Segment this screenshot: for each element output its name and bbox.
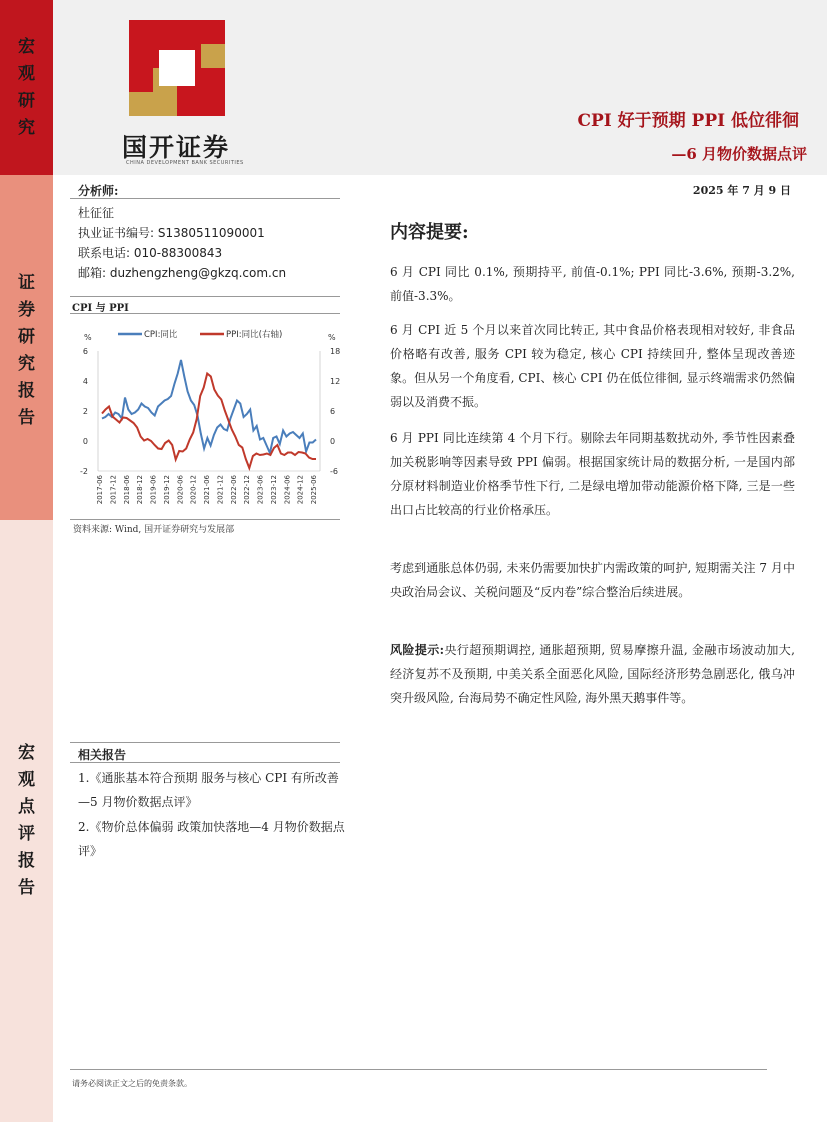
x-tick-label: 2022-06	[229, 475, 238, 505]
sidebar-label-macro-comment: 宏 观 点 评 报 告	[18, 743, 35, 898]
divider	[70, 519, 340, 520]
related-report-item[interactable]: 2.《物价总体偏弱 政策加快落地—4 月物价数据点评》	[78, 820, 345, 858]
y-right-tick-label: -6	[330, 467, 338, 476]
report-date: 2025 年 7 月 9 日	[692, 184, 791, 197]
x-tick-label: 2022-12	[243, 475, 252, 505]
risk-label: 风险提示:	[390, 643, 445, 657]
analyst-label: 分析师:	[78, 184, 119, 198]
summary-paragraph-3: 6 月 PPI 同比连续第 4 个月下行。剔除去年同期基数扰动外, 季节性因素叠加关税影响等因素导致 PPI 偏弱。根据国家统计局的数据分析, 一是国内部分原材料制造业价格季节性下行, 二是绿电增加带动能源价格下降, 三是一些出口占比较高的行业价格承压。	[390, 431, 795, 517]
left-unit-label: %	[84, 333, 92, 342]
x-tick-label: 2019-12	[162, 475, 171, 505]
y-left-tick-label: 6	[82, 347, 88, 356]
y-right-tick-label: 12	[330, 377, 340, 386]
chart-source: 资料来源: Wind, 国开证券研究与发展部	[73, 525, 235, 535]
y-left-tick-label: 2	[82, 407, 88, 416]
y-left-tick-label: 0	[82, 437, 88, 446]
divider	[70, 198, 340, 199]
company-logo-icon	[129, 20, 225, 116]
cpi-ppi-chart	[70, 316, 340, 521]
report-title: CPI 好于预期 PPI 低位徘徊	[577, 111, 799, 131]
legend-label: CPI:同比	[144, 330, 178, 340]
risk-text: 央行超预期调控, 通胀超预期, 贸易摩擦升温, 金融市场波动加大, 经济复苏不及预期, 中美关系全面恶化风险, 国际经济形势急剧恶化, 俄乌冲突升级风险, 台海局势不确定性风险, 海外黑天鹅事件等。	[390, 643, 795, 705]
risk-paragraph	[390, 638, 795, 710]
series-line-ppi	[102, 374, 316, 469]
x-tick-label: 2025-06	[310, 475, 318, 505]
report-subtitle: —6 月物价数据点评	[671, 145, 807, 163]
x-tick-label: 2019-06	[149, 475, 158, 505]
footer-divider	[70, 1069, 767, 1070]
x-tick-label: 2018-06	[122, 475, 131, 505]
x-tick-label: 2024-12	[296, 475, 305, 505]
x-tick-label: 2021-12	[216, 475, 225, 505]
analyst-cert: 执业证书编号: S1380511090001	[78, 226, 265, 240]
divider	[70, 313, 340, 314]
x-tick-label: 2017-12	[109, 475, 118, 505]
summary-paragraph-2: 6 月 CPI 近 5 个月以来首次同比转正, 其中食品价格表现相对较好, 非食品价格略有改善, 服务 CPI 较为稳定, 核心 CPI 持续回升, 整体呈现改善迹象。但从另一个角度看, CPI、核心 CPI 仍在低位徘徊, 显示终端需求仍然偏弱以及消费不振。	[390, 323, 795, 409]
divider	[70, 296, 340, 297]
x-tick-label: 2023-06	[256, 475, 265, 505]
company-name-english: CHINA DEVELOPMENT BANK SECURITIES	[126, 160, 244, 166]
analyst-name: 杜征征	[78, 206, 115, 220]
legend-label: PPI:同比(右轴)	[226, 330, 283, 340]
y-right-tick-label: 6	[330, 407, 336, 416]
chart-title: CPI 与 PPI	[72, 303, 129, 314]
sidebar-label-securities-report: 证 券 研 究 报 告	[18, 273, 35, 428]
summary-paragraph-1: 6 月 CPI 同比 0.1%, 预期持平, 前值-0.1%; PPI 同比-3.6%, 预期-3.2%, 前值-3.3%。	[390, 265, 795, 303]
divider	[70, 762, 340, 763]
x-tick-label: 2023-12	[269, 475, 278, 505]
analyst-phone: 联系电话: 010-88300843	[78, 246, 223, 260]
right-unit-label: %	[328, 333, 336, 342]
y-right-tick-label: 0	[330, 437, 336, 446]
related-reports-heading: 相关报告	[78, 748, 127, 762]
divider	[70, 742, 340, 743]
x-tick-label: 2020-12	[189, 475, 198, 505]
y-left-tick-label: -2	[80, 467, 88, 476]
summary-heading: 内容提要:	[390, 222, 469, 243]
x-tick-label: 2018-12	[136, 475, 145, 505]
disclaimer-note: 请务必阅读正文之后的免责条款。	[72, 1079, 192, 1088]
company-name: 国开证券	[122, 133, 231, 162]
related-report-item[interactable]: 1.《通胀基本符合预期 服务与核心 CPI 有所改善 —5 月物价数据点评》	[78, 771, 339, 809]
sidebar-label-macro-research: 宏 观 研 究	[18, 37, 35, 138]
analyst-email[interactable]: 邮箱: duzhengzheng@gkzq.com.cn	[78, 266, 287, 280]
y-left-tick-label: 4	[82, 377, 88, 386]
x-tick-label: 2017-06	[96, 475, 104, 505]
x-tick-label: 2021-06	[203, 475, 211, 505]
y-right-tick-label: 18	[330, 347, 340, 356]
x-tick-label: 2020-06	[176, 475, 185, 505]
x-tick-label: 2024-06	[283, 475, 292, 505]
summary-paragraph-4: 考虑到通胀总体仍弱, 未来仍需要加快扩内需政策的呵护, 短期需关注 7 月中央政治局会议、关税问题及“反内卷”综合整治后续进展。	[390, 561, 795, 599]
